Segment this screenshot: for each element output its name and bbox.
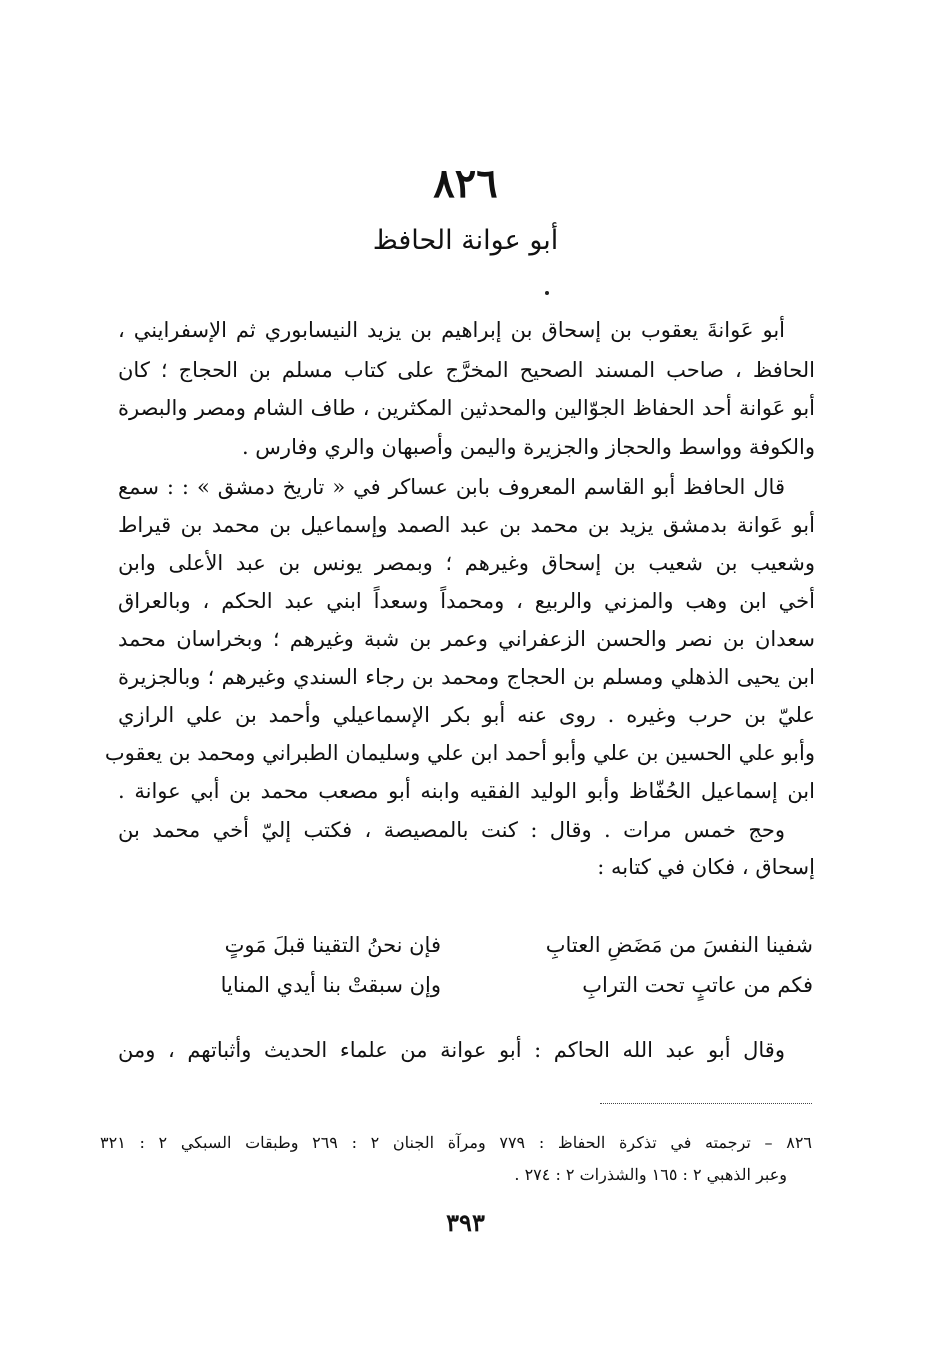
body-line: إسحاق ، فكان في كتابه : xyxy=(597,855,815,879)
body-line: وأبو علي الحسين بن علي وأبو أحمد ابن علي وسليمان الطبراني ومحمد بن يعقوب xyxy=(104,741,815,765)
entry-title: أبو عوانة الحافظ xyxy=(372,225,559,256)
footnote-divider xyxy=(600,1103,812,1104)
body-line: أبو عَوانة بدمشق يزيد بن محمد بن عبد الصمد وإسماعيل بن محمد بن قيراط xyxy=(118,513,815,537)
body-line: أخي ابن وهب والمزني والربيع ، ومحمداً وسعداً ابني عبد الحكم ، وبالعراق xyxy=(118,589,815,613)
page-number: ٣٩٣ xyxy=(446,1208,485,1237)
verse-2-first-hemistich: وإن سبقتْ بنا أيدي المنايا xyxy=(220,973,441,997)
body-line: وشعيب بن شعيب بن إسحاق وغيرهم ؛ وبمصر يونس بن عبد الأعلى وابن xyxy=(118,551,815,575)
verse-2-second-hemistich: فكم من عاتبٍ تحت الترابِ xyxy=(582,973,813,997)
body-line: وقال أبو عبد الله الحاكم : أبو عوانة من علماء الحديث وأثباتهم ، ومن xyxy=(118,1038,785,1062)
body-line: الحافظ ، صاحب المسند الصحيح المخرَّج على كتاب مسلم بن الحجاج ؛ كان xyxy=(118,358,815,382)
verse-1-first-hemistich: فإن نحنُ التقينا قبلَ مَوتٍ xyxy=(224,933,441,957)
body-line: ابن إسماعيل الحُفّاظ وأبو الوليد الفقيه وابنه أبو مصعب محمد بن أبي عوانة . xyxy=(118,779,815,803)
body-line: أبو عَوانة أحد الحفاظ الجوّالين والمحدثين المكثرين ، طاف الشام ومصر والبصرة xyxy=(118,396,815,420)
body-line: وحج خمس مرات . وقال : كنت بالمصيصة ، فكتب إليّ أخي محمد بن xyxy=(118,818,785,842)
footnote-line: وعبر الذهبي ٢ : ١٦٥ والشذرات ٢ : ٢٧٤ . xyxy=(514,1165,787,1184)
ornament-dot xyxy=(545,291,549,295)
body-line: سعدان بن نصر والحسن الزعفراني وعمر بن شبة وغيرهم ؛ وبخراسان محمد xyxy=(118,627,815,651)
verse-1-second-hemistich: شفينا النفسَ من مَضَضِ العتابِ xyxy=(545,933,813,957)
entry-number: ٨٢٦ xyxy=(433,160,498,207)
body-line: عليّ بن حرب وغيره . روى عنه أبو بكر الإسماعيلي وأحمد بن علي الرازي xyxy=(118,703,815,727)
footnote-line: ٨٢٦ – ترجمته في تذكرة الحفاظ : ٧٧٩ ومرآة الجنان ٢ : ٢٦٩ وطبقات السبكي ٢ : ٣٢١ xyxy=(100,1133,813,1152)
body-line: والكوفة وواسط والحجاز والجزيرة واليمن وأصبهان والري وفارس . xyxy=(241,435,815,459)
body-line: قال الحافظ أبو القاسم المعروف بابن عساكر في « تاريخ دمشق » : : سمع xyxy=(118,475,785,499)
body-line: ابن يحيى الذهلي ومسلم بن الحجاج ومحمد بن رجاء السندي وغيرهم ؛ وبالجزيرة xyxy=(118,665,815,689)
body-line: أبو عَوانةَ يعقوب بن إسحاق بن إبراهيم بن يزيد النيسابوري ثم الإسفرايني ، xyxy=(118,318,785,342)
